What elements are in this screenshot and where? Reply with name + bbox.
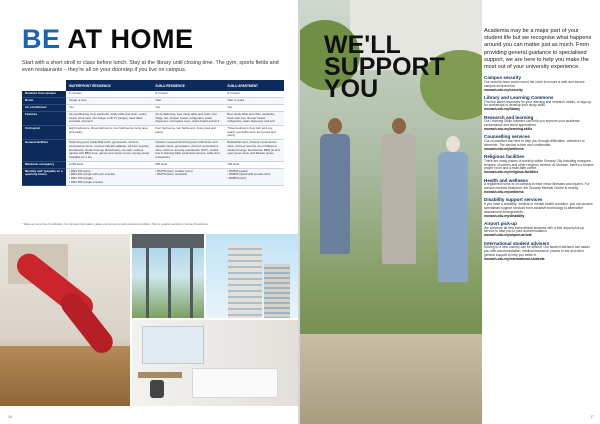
left-page	[0, 0, 298, 424]
support-title	[324, 31, 445, 103]
service-description: Our Learning Skills Advisers can help you improve your academic performance and study approaches.	[484, 119, 580, 128]
table-cell: 8 minutes	[152, 91, 224, 97]
service-link[interactable]: monash.edu.my/airport-arrival	[484, 233, 532, 238]
accommodation-table	[22, 80, 284, 186]
table-cell: 8 minutes	[224, 91, 284, 97]
page-title	[22, 26, 194, 53]
table-header-cell: WATERFRONT RESIDENCE	[66, 80, 152, 91]
table-cell: Single or twin	[66, 97, 152, 104]
service-item	[484, 241, 594, 262]
photo-common-area	[0, 234, 130, 406]
table-cell: 5 minutes	[66, 91, 152, 97]
table-row	[22, 104, 284, 111]
service-description: A registered nurse is on campus to treat minor illnesses and injuries. For serious medical treatment, the Sunway Medical Centre is nearby.	[484, 182, 590, 191]
service-heading: Religious facilities	[484, 154, 525, 160]
support-title-line: WE'LL	[324, 31, 401, 59]
row-label: Unit layout	[22, 126, 66, 140]
photo-residence-tower	[206, 234, 298, 318]
service-description: We welcome all new international students with a free airport pick-up service to take you to your accommodation.	[484, 225, 585, 234]
table-cell: Air-conditioning, bed, study table and chair, mini fridge, fan, shower heater, refrigerator, water dispenser, microwave oven, notice board and wi-fi	[152, 111, 224, 125]
service-item	[484, 134, 594, 151]
service-item	[484, 115, 594, 132]
table-cell: 650 beds	[152, 161, 224, 168]
row-label: Room	[22, 97, 66, 104]
service-item	[484, 75, 594, 92]
service-description: Moving to a new country can be difficult. Our student advisers can assist you with accommodation, medical insurance, places to eat and other general support to help you settle in.	[484, 245, 590, 258]
service-heading: International student advisers	[484, 240, 550, 246]
table-cell: Outdoor covered swimming pool, badminton and squash courts, gymnasium, 24-hour convenience store, 24-hour security, launderette (24/7), shuttle bus to Sunway Mall, pedestrian access, cafés and restaurants	[152, 140, 224, 161]
service-description: There are many places of worship within Sunway City including mosques, temples, churches and other religious centres. At Monash, there's a Muslim prayer room and a multi-faith centre.	[484, 158, 594, 171]
service-description: Find the latest resources for your learning and research needs, or sign up for workshops to develop your study skills.	[484, 99, 592, 108]
table-header-cell: SUN-U APARTMENT	[224, 80, 284, 91]
service-link[interactable]: monash.edu.my/international-students	[484, 256, 545, 261]
table-cell: • RM550 (quad) • RM800 (Quad with ensuite twin) • RM850 (twin)	[224, 168, 284, 186]
service-item	[484, 197, 594, 218]
service-heading: Airport pick-up	[484, 220, 517, 226]
row-label: Maximum occupancy	[22, 161, 66, 168]
service-heading: Research and learning	[484, 114, 534, 120]
service-heading: Library and Learning Commons	[484, 94, 554, 100]
table-cell: Bed, study table and chair, wardrobe, book rack, fan, shower heater, refrigerator, water dispenser and wi-fi	[224, 111, 284, 125]
table-cell: Basketball court, 24-hour convenience store, 24-hour security, air-conditioned student lounge, launderette, BBQ pit and open green area, and Reader space	[224, 140, 284, 161]
table-cell: Yes	[224, 104, 284, 111]
service-link[interactable]: monash.edu.my/library	[484, 107, 521, 112]
support-title-line: YOU	[324, 75, 379, 103]
service-link[interactable]: monash.edu.my/security	[484, 87, 523, 92]
table-cell: Eight bedrooms, three bathrooms, four bathrooms, living area and pantry	[66, 126, 152, 140]
table-cell: Yes	[66, 104, 152, 111]
table-cell: Four bedrooms, two bathrooms, living area and pantry	[152, 126, 224, 140]
table-cell: Twin or quad	[224, 97, 284, 104]
services-column	[484, 28, 594, 264]
row-label: Distance from campus	[22, 91, 66, 97]
photo-covered-walkway	[132, 234, 204, 318]
service-item	[484, 178, 594, 195]
page-number: 17	[590, 415, 594, 419]
title-rest: AT HOME	[67, 24, 194, 54]
table-row	[22, 111, 284, 125]
table-cell: Swimming pool, basketball court, gymnasium, 24-hour convenience store, covered carpark walkway, 24-hour security, launderette, student lounge (livestream), car park, outdoor garden with BBQ area, games and movie rooms, lounge areas available for a fee	[66, 140, 152, 161]
table-cell: Twin	[152, 97, 224, 104]
service-link[interactable]: monash.edu.my/wellness	[484, 190, 524, 195]
service-description: Our security team works round the clock to ensure a safe and secure campus environment.	[484, 79, 585, 88]
table-row	[22, 126, 284, 140]
service-link[interactable]: monash.edu.my/disability	[484, 213, 525, 218]
table-cell: • RM750 (twin, smaller room) • RM750 (twin, standard)	[152, 168, 224, 186]
service-item	[484, 154, 594, 175]
table-row	[22, 168, 284, 186]
service-heading: Health and wellness	[484, 177, 528, 183]
table-header-row	[22, 80, 284, 91]
title-accent: BE	[22, 24, 61, 54]
service-heading: Disability support services	[484, 197, 543, 203]
services-list	[484, 75, 594, 262]
table-header-cell: SUN-U RESIDENCE	[152, 80, 224, 91]
table-cell: Yes	[152, 104, 224, 111]
service-link[interactable]: monash.edu.my/religious-facilities	[484, 170, 539, 175]
service-heading: Campus security	[484, 75, 522, 81]
table-cell: Air-conditioning, bed, wardrobe, study table and chair, notice board, book rack, mini fridge, LCD TV (single), desk table provided, and wi-fi	[66, 111, 152, 125]
service-link[interactable]: monash.edu.my/learning-skills	[484, 127, 533, 132]
row-label: Features	[22, 111, 66, 125]
table-row	[22, 161, 284, 168]
row-label: Air-conditioned	[22, 104, 66, 111]
right-page	[300, 0, 600, 424]
support-title-line: SUPPORT	[324, 53, 445, 81]
table-cell: 2,000 beds	[66, 161, 152, 168]
table-row	[22, 97, 284, 104]
intro-paragraph: Start with a short stroll to class before lunch. Stay at the library until closing time. The gym, sports fields and even restaurants – they're all on your doorstep if you live on campus.	[22, 60, 279, 73]
service-link[interactable]: monash.edu.my/wellness	[484, 146, 524, 151]
service-heading: Counselling services	[484, 134, 530, 140]
table-header-cell	[22, 80, 66, 91]
photo-bedroom	[132, 320, 298, 406]
table-cell: • RM1,100 (twin) • RM1,400 (single with own ensuite) • RM1,700 (single) • RM1,950 (single ensuite)	[66, 168, 152, 186]
table-cell: Three bedrooms (four twin and one quad), two bathrooms, living area and pantry	[224, 126, 284, 140]
table-footnote: * Rates are as at time of publication. For the latest information, please visit sunway.monash.edu/accommodation. Rent is payable quarterly to Sunway Residences.	[22, 223, 209, 226]
service-item	[484, 221, 594, 238]
page-number: 16	[8, 415, 12, 419]
table-row	[22, 140, 284, 161]
service-description: Our counsellors are here to help you through difficulties, whenever or wherever. The service is free and confidential.	[484, 138, 585, 147]
row-label: Monthly rate* (payable on a quarterly basis)	[22, 168, 66, 186]
support-lead: Academia may be a major part of your student life but we recognise what happens around you can matter just as much. From providing general guidance to specialised support, we are here to help you make the most out of your university experience.	[484, 28, 592, 71]
table-cell: 300 beds	[224, 161, 284, 168]
service-item	[484, 95, 594, 112]
row-label: General facilities	[22, 140, 66, 161]
service-description: If you have a disability, medical or mental health condition, you can access specialised support services from assistive technology to alternative assessment arrangements.	[484, 201, 593, 214]
